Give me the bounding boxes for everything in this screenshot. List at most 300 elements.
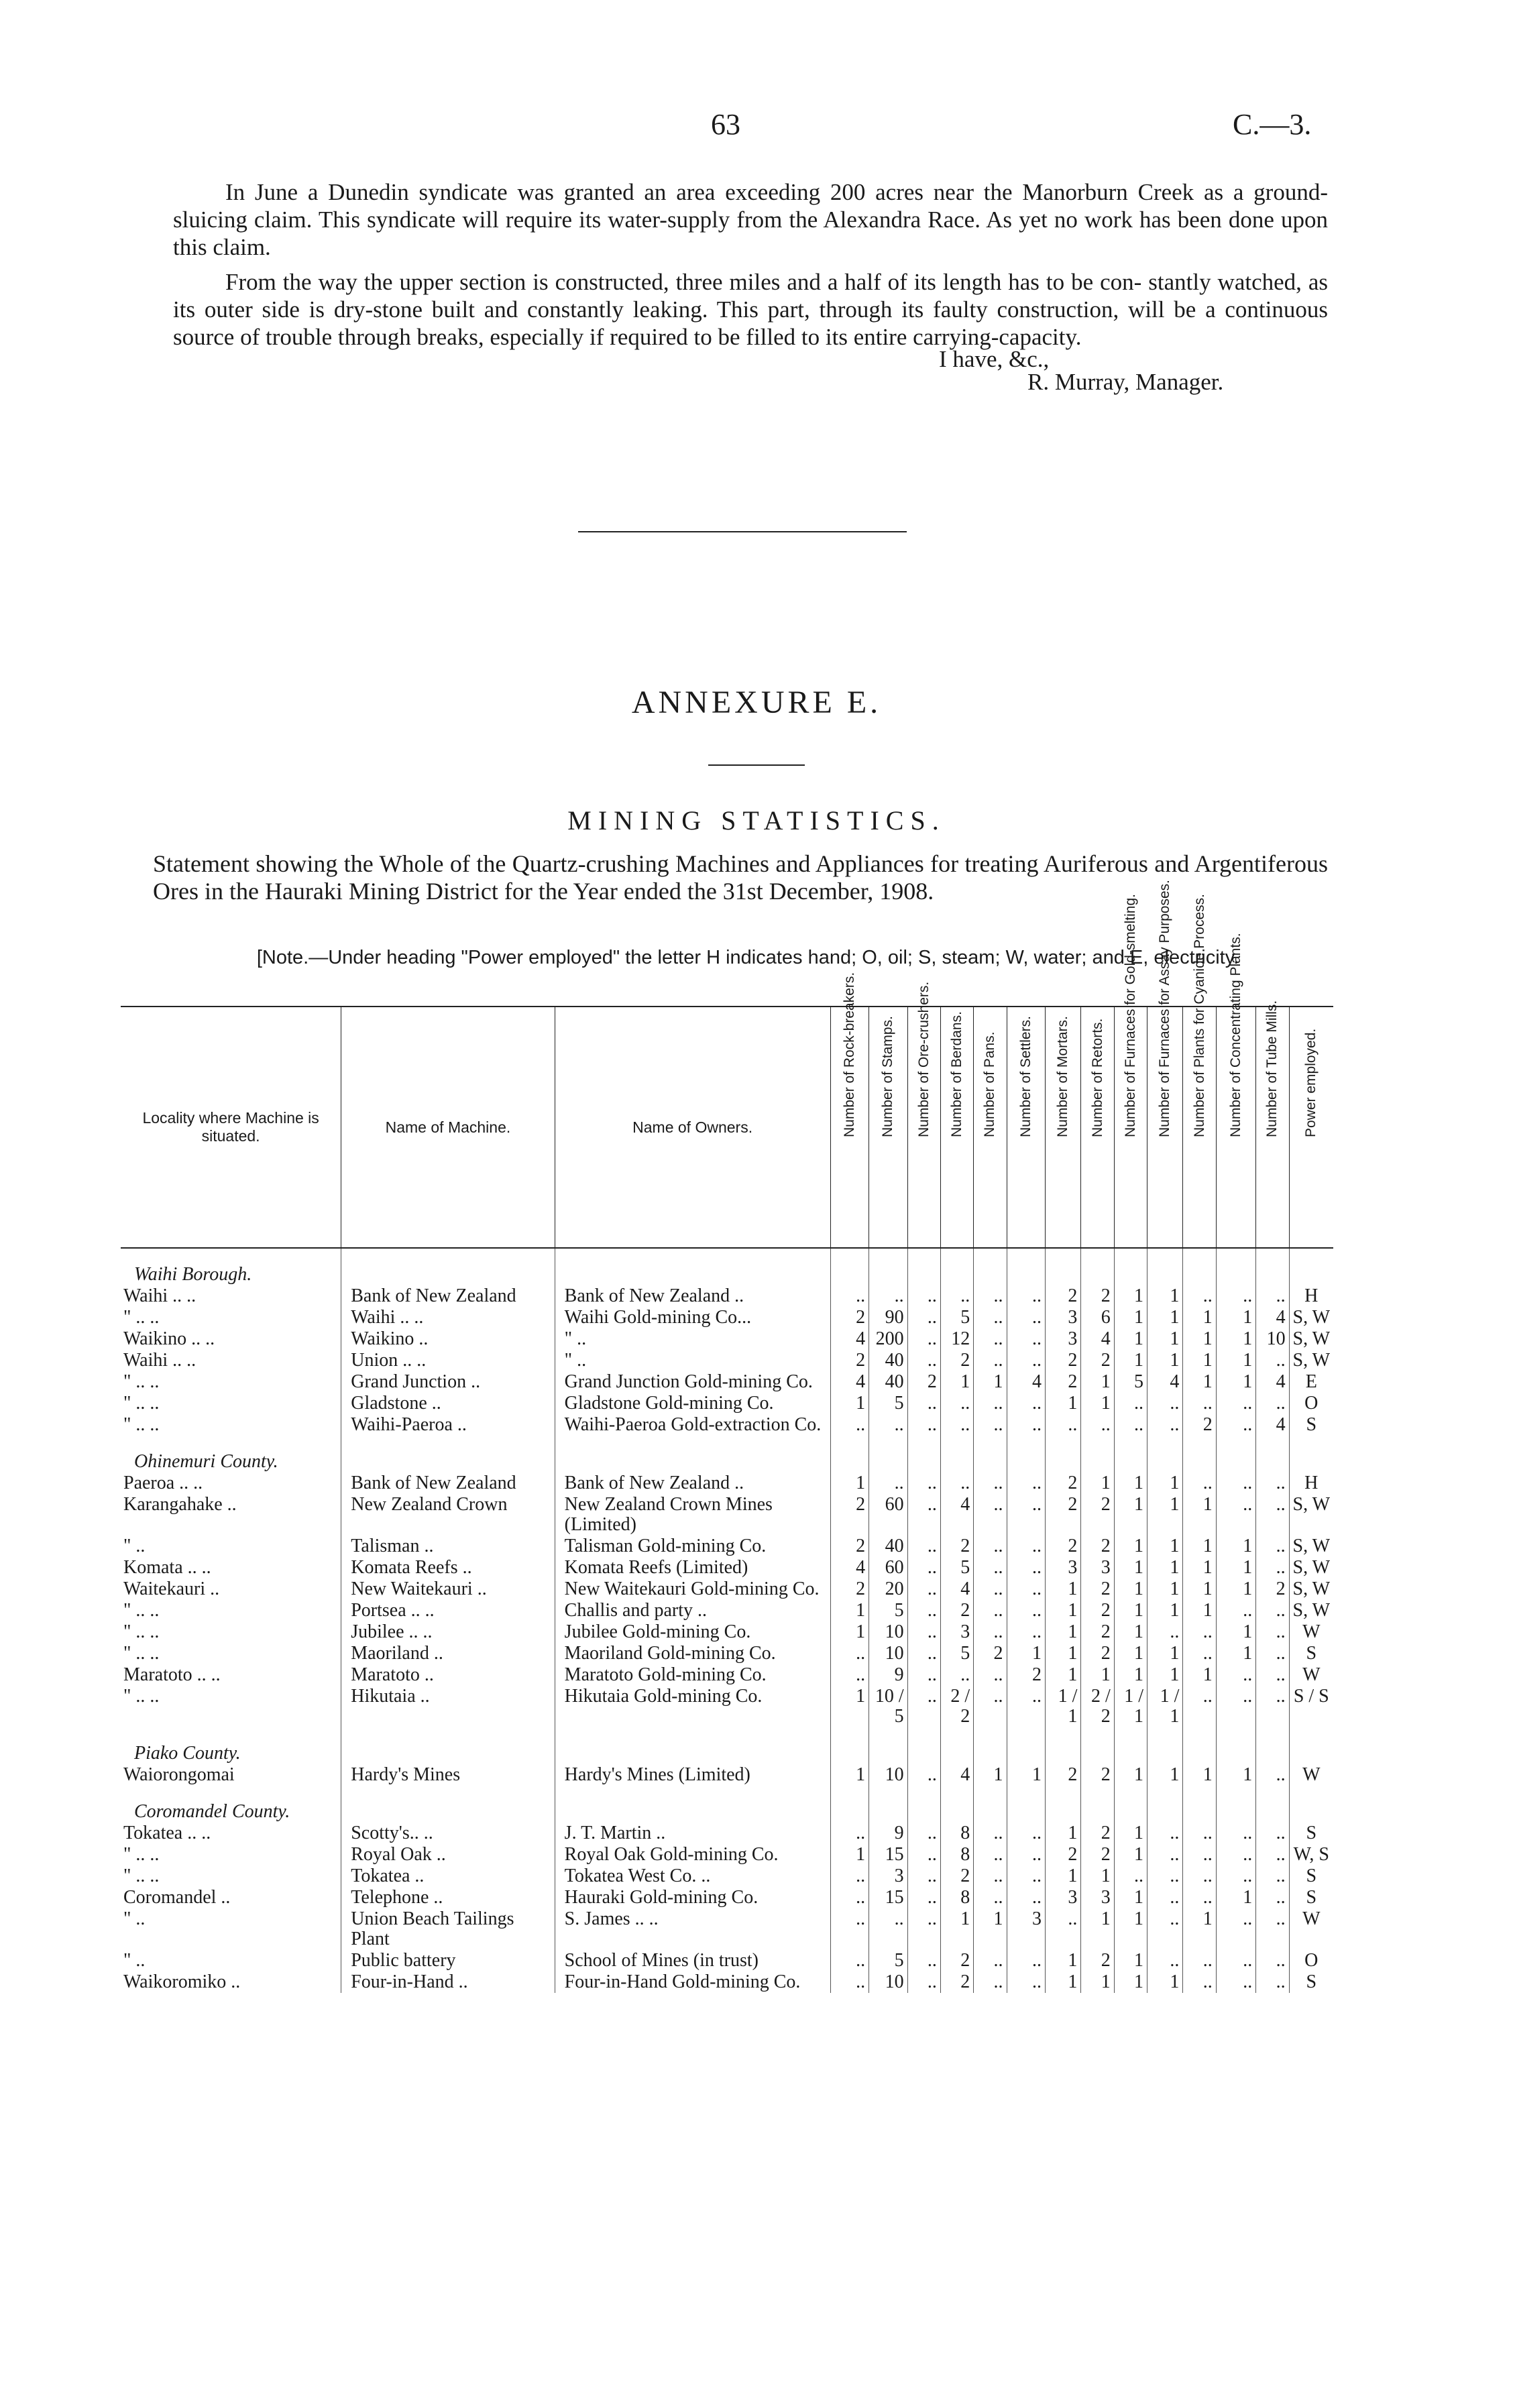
count-cell: ..: [1007, 1950, 1046, 1971]
count-cell: ..: [830, 1866, 869, 1887]
count-cell: ..: [974, 1414, 1007, 1436]
count-cell: ..: [1183, 1844, 1216, 1866]
machine-cell: Grand Junction ..: [341, 1371, 555, 1393]
count-cell: 1: [1216, 1579, 1256, 1600]
count-cell: 8: [940, 1887, 973, 1908]
count-cell: 2: [1081, 1536, 1114, 1557]
empty-cell: [907, 1786, 940, 1823]
col-ore-crushers: [907, 981, 940, 1248]
locality-cell: Waihi .. ..: [123, 1285, 197, 1306]
machine-cell: Bank of New Zealand: [341, 1473, 555, 1494]
owner-cell: J. T. Martin ..: [555, 1823, 830, 1844]
col-stamps: [869, 1007, 908, 1248]
empty-cell: [940, 1436, 973, 1473]
count-cell: 1: [1147, 1600, 1183, 1621]
count-cell: ..: [1007, 1823, 1046, 1844]
count-cell: ..: [1007, 1494, 1046, 1536]
count-cell: ..: [974, 1285, 1007, 1307]
count-cell: 1: [1114, 1621, 1147, 1643]
header-text: Power employed.: [1303, 1028, 1319, 1137]
count-cell: 1: [974, 1371, 1007, 1393]
empty-cell: [830, 1436, 869, 1473]
locality-cell: Waitekauri ..: [123, 1579, 220, 1599]
count-cell: ..: [907, 1579, 940, 1600]
owner-cell: Royal Oak Gold-mining Co.: [555, 1844, 830, 1866]
count-cell: ..: [1007, 1557, 1046, 1579]
count-cell: 2: [1046, 1494, 1081, 1536]
count-cell: 2: [907, 1371, 940, 1393]
table-row: [121, 1664, 1333, 1686]
empty-cell: [974, 1248, 1007, 1285]
table-row: [121, 1494, 1333, 1536]
count-cell: 4: [1007, 1371, 1046, 1393]
count-cell: 1: [1114, 1494, 1147, 1536]
count-cell: ..: [1007, 1414, 1046, 1436]
table-row: [121, 1686, 1333, 1727]
count-cell: ..: [1007, 1350, 1046, 1371]
machine-cell: Four-in-Hand ..: [341, 1971, 555, 1993]
count-cell: 1: [1007, 1643, 1046, 1664]
locality-cell: Maratoto .. ..: [123, 1664, 221, 1685]
empty-cell: [1147, 1727, 1183, 1764]
power-cell: H: [1289, 1285, 1333, 1307]
empty-cell: [1147, 1786, 1183, 1823]
empty-cell: [1007, 1436, 1046, 1473]
count-cell: ..: [907, 1600, 940, 1621]
count-cell: 1: [1046, 1579, 1081, 1600]
col-mortars: [1046, 1007, 1081, 1248]
count-cell: 1: [1147, 1494, 1183, 1536]
count-cell: ..: [1114, 1393, 1147, 1414]
owner-cell: Tokatea West Co. ..: [555, 1866, 830, 1887]
count-cell: 1: [1183, 1908, 1216, 1950]
empty-cell: [940, 1248, 973, 1285]
section-heading-row: [121, 1786, 1333, 1823]
count-cell: ..: [1216, 1600, 1256, 1621]
count-cell: ..: [907, 1307, 940, 1328]
empty-cell: [974, 1436, 1007, 1473]
power-cell: W, S: [1289, 1844, 1333, 1866]
header-text: Number of Berdans.: [949, 1011, 965, 1137]
count-cell: ..: [907, 1393, 940, 1414]
col-concentrating-plants: [1216, 933, 1256, 1248]
count-cell: 2: [1046, 1350, 1081, 1371]
count-cell: 3: [1081, 1887, 1114, 1908]
divider: [578, 531, 907, 532]
locality-cell: " .. ..: [123, 1307, 160, 1328]
count-cell: ..: [1147, 1908, 1183, 1950]
power-cell: S, W: [1289, 1536, 1333, 1557]
power-cell: S: [1289, 1887, 1333, 1908]
owner-cell: " ..: [555, 1328, 830, 1350]
count-cell: 1: [1081, 1971, 1114, 1993]
owner-cell: Talisman Gold-mining Co.: [555, 1536, 830, 1557]
machine-cell: Scotty's.. ..: [341, 1823, 555, 1844]
count-cell: ..: [1216, 1866, 1256, 1887]
empty-cell: [1114, 1248, 1147, 1285]
count-cell: 1: [830, 1621, 869, 1643]
count-cell: ..: [974, 1887, 1007, 1908]
count-cell: 1: [1046, 1600, 1081, 1621]
table-row: [121, 1579, 1333, 1600]
count-cell: ..: [974, 1393, 1007, 1414]
count-cell: 2: [1256, 1579, 1289, 1600]
empty-cell: [1147, 1248, 1183, 1285]
count-cell: 90: [869, 1307, 908, 1328]
header-text: Number of Tube Mills.: [1264, 1000, 1280, 1137]
table-row: [121, 1643, 1333, 1664]
empty-cell: [1216, 1436, 1256, 1473]
count-cell: ..: [1114, 1414, 1147, 1436]
count-cell: ..: [1256, 1971, 1289, 1993]
count-cell: 1: [1147, 1536, 1183, 1557]
count-cell: 2: [940, 1350, 973, 1371]
power-cell: H: [1289, 1473, 1333, 1494]
empty-cell: [555, 1248, 830, 1285]
count-cell: ..: [907, 1350, 940, 1371]
col-settlers: [1007, 1007, 1046, 1248]
empty-cell: [1289, 1727, 1333, 1764]
machine-cell: Waihi-Paeroa ..: [341, 1414, 555, 1436]
count-cell: 12: [940, 1328, 973, 1350]
count-cell: 1: [1183, 1307, 1216, 1328]
empty-cell: [341, 1727, 555, 1764]
count-cell: 1: [1183, 1579, 1216, 1600]
count-cell: ..: [1007, 1536, 1046, 1557]
count-cell: ..: [1183, 1621, 1216, 1643]
empty-cell: [555, 1786, 830, 1823]
count-cell: 3: [1046, 1887, 1081, 1908]
col-owners: Name of Owners.: [555, 1007, 830, 1248]
count-cell: 1: [1114, 1844, 1147, 1866]
count-cell: 1 / 1: [1147, 1686, 1183, 1727]
header-text: Number of Concentrating Plants.: [1228, 933, 1243, 1137]
count-cell: ..: [1007, 1844, 1046, 1866]
count-cell: 60: [869, 1494, 908, 1536]
table-row: [121, 1823, 1333, 1844]
section-heading-row: [121, 1436, 1333, 1473]
count-cell: 1: [1114, 1579, 1147, 1600]
owner-cell: Bank of New Zealand ..: [555, 1473, 830, 1494]
count-cell: 4: [1147, 1371, 1183, 1393]
text-line: From the way the upper section is constructed, three miles and a half of its length has to be con-: [225, 269, 1142, 295]
count-cell: ..: [907, 1866, 940, 1887]
count-cell: ..: [1147, 1414, 1183, 1436]
locality-cell: " .. ..: [123, 1866, 160, 1886]
count-cell: 1: [1114, 1350, 1147, 1371]
count-cell: 15: [869, 1887, 908, 1908]
count-cell: ..: [1007, 1887, 1046, 1908]
owner-cell: Komata Reefs (Limited): [555, 1557, 830, 1579]
count-cell: ..: [1216, 1823, 1256, 1844]
count-cell: ..: [1007, 1307, 1046, 1328]
empty-cell: [1114, 1786, 1147, 1823]
count-cell: 8: [940, 1844, 973, 1866]
count-cell: 4: [1081, 1328, 1114, 1350]
count-cell: ..: [1147, 1393, 1183, 1414]
count-cell: ..: [1256, 1393, 1289, 1414]
owner-cell: Hikutaia Gold-mining Co.: [555, 1686, 830, 1727]
count-cell: ..: [1256, 1686, 1289, 1727]
section-heading-row: [121, 1248, 1333, 1285]
power-cell: S: [1289, 1823, 1333, 1844]
count-cell: 5: [869, 1393, 908, 1414]
machine-cell: Tokatea ..: [341, 1866, 555, 1887]
count-cell: 1: [830, 1600, 869, 1621]
table-row: [121, 1371, 1333, 1393]
col-furnaces-assay: [1147, 880, 1183, 1248]
count-cell: 5: [869, 1600, 908, 1621]
count-cell: 1: [1114, 1664, 1147, 1686]
section-heading: Piako County.: [134, 1743, 241, 1764]
count-cell: ..: [1256, 1950, 1289, 1971]
locality-cell: " .. ..: [123, 1643, 160, 1664]
count-cell: 2: [974, 1643, 1007, 1664]
locality-cell: Waihi .. ..: [123, 1350, 197, 1371]
count-cell: ..: [830, 1950, 869, 1971]
count-cell: 1: [1183, 1328, 1216, 1350]
count-cell: 1: [1046, 1971, 1081, 1993]
count-cell: 1: [1114, 1600, 1147, 1621]
header-text: Number of Rock-breakers.: [841, 972, 857, 1137]
empty-cell: [555, 1436, 830, 1473]
count-cell: 1: [1216, 1764, 1256, 1786]
count-cell: ..: [974, 1494, 1007, 1536]
empty-cell: [869, 1248, 908, 1285]
count-cell: 2: [1183, 1414, 1216, 1436]
count-cell: ..: [869, 1285, 908, 1307]
empty-cell: [1081, 1248, 1114, 1285]
count-cell: 2: [1081, 1600, 1114, 1621]
count-cell: ..: [907, 1536, 940, 1557]
count-cell: 9: [869, 1823, 908, 1844]
col-cyanide-plants: [1183, 894, 1216, 1248]
empty-cell: [1114, 1727, 1147, 1764]
count-cell: ..: [1256, 1536, 1289, 1557]
power-cell: O: [1289, 1950, 1333, 1971]
count-cell: 1: [1114, 1328, 1147, 1350]
empty-cell: [974, 1727, 1007, 1764]
count-cell: ..: [1256, 1643, 1289, 1664]
power-cell: W: [1289, 1621, 1333, 1643]
table-row: [121, 1473, 1333, 1494]
machine-cell: Jubilee .. ..: [341, 1621, 555, 1643]
count-cell: 1: [1147, 1350, 1183, 1371]
count-cell: 1: [1046, 1643, 1081, 1664]
locality-cell: " .. ..: [123, 1686, 160, 1707]
count-cell: 15: [869, 1844, 908, 1866]
machine-cell: Royal Oak ..: [341, 1844, 555, 1866]
table-row: [121, 1285, 1333, 1307]
count-cell: ..: [907, 1643, 940, 1664]
table-header-row: [121, 1007, 1333, 1248]
count-cell: ..: [974, 1621, 1007, 1643]
owner-cell: Hardy's Mines (Limited): [555, 1764, 830, 1786]
count-cell: 1: [1046, 1621, 1081, 1643]
empty-cell: [940, 1727, 973, 1764]
machine-cell: Waikino ..: [341, 1328, 555, 1350]
count-cell: 2: [1081, 1950, 1114, 1971]
count-cell: 8: [940, 1823, 973, 1844]
count-cell: 10: [869, 1971, 908, 1993]
count-cell: 5: [940, 1307, 973, 1328]
count-cell: 1: [1114, 1971, 1147, 1993]
count-cell: ..: [1007, 1686, 1046, 1727]
count-cell: 1: [1114, 1887, 1147, 1908]
count-cell: ..: [1183, 1887, 1216, 1908]
count-cell: 1: [1046, 1950, 1081, 1971]
count-cell: 1: [1081, 1473, 1114, 1494]
empty-cell: [1256, 1248, 1289, 1285]
count-cell: ..: [974, 1950, 1007, 1971]
owner-cell: School of Mines (in trust): [555, 1950, 830, 1971]
count-cell: ..: [907, 1764, 940, 1786]
count-cell: ..: [1147, 1823, 1183, 1844]
count-cell: ..: [1007, 1473, 1046, 1494]
power-cell: W: [1289, 1764, 1333, 1786]
count-cell: 5: [1114, 1371, 1147, 1393]
count-cell: 1: [1183, 1600, 1216, 1621]
count-cell: ..: [974, 1557, 1007, 1579]
count-cell: ..: [1046, 1414, 1081, 1436]
count-cell: ..: [907, 1557, 940, 1579]
empty-cell: [1216, 1248, 1256, 1285]
machine-cell: Waihi .. ..: [341, 1307, 555, 1328]
intro-paragraph-2: [173, 268, 1328, 351]
power-cell: O: [1289, 1393, 1333, 1414]
count-cell: 2: [1046, 1473, 1081, 1494]
count-cell: ..: [1256, 1887, 1289, 1908]
count-cell: ..: [907, 1664, 940, 1686]
count-cell: ..: [974, 1579, 1007, 1600]
machine-cell: Komata Reefs ..: [341, 1557, 555, 1579]
empty-cell: [1216, 1727, 1256, 1764]
section-title: MINING STATISTICS.: [567, 805, 946, 836]
section-heading-row: [121, 1727, 1333, 1764]
count-cell: ..: [830, 1823, 869, 1844]
col-locality: Locality where Machine is situated.: [121, 1007, 341, 1248]
count-cell: ..: [907, 1494, 940, 1536]
count-cell: 2: [1081, 1643, 1114, 1664]
table-row: [121, 1536, 1333, 1557]
count-cell: 1: [1183, 1664, 1216, 1686]
section-heading: Waihi Borough.: [134, 1264, 252, 1285]
text-line: Race. As yet no work has been done upon this claim.: [173, 207, 1329, 260]
table-row: [121, 1908, 1333, 1950]
locality-cell: " .. ..: [123, 1621, 160, 1642]
count-cell: 2: [940, 1600, 973, 1621]
col-furnaces-smelting: [1114, 894, 1147, 1248]
count-cell: 10 / 5: [869, 1686, 908, 1727]
section-heading: Ohinemuri County.: [134, 1451, 278, 1472]
power-cell: S: [1289, 1643, 1333, 1664]
empty-cell: [1147, 1436, 1183, 1473]
count-cell: 1: [830, 1473, 869, 1494]
table-row: [121, 1866, 1333, 1887]
count-cell: 1: [1114, 1473, 1147, 1494]
count-cell: ..: [1081, 1414, 1114, 1436]
count-cell: 3: [1046, 1307, 1081, 1328]
empty-cell: [555, 1727, 830, 1764]
table-row: [121, 1393, 1333, 1414]
count-cell: ..: [830, 1664, 869, 1686]
count-cell: 2: [1081, 1285, 1114, 1307]
count-cell: 2: [940, 1950, 973, 1971]
empty-cell: [1114, 1436, 1147, 1473]
empty-cell: [1046, 1248, 1081, 1285]
count-cell: 1 / 1: [1114, 1686, 1147, 1727]
empty-cell: [1183, 1727, 1216, 1764]
count-cell: 1: [1183, 1764, 1216, 1786]
count-cell: 1: [1216, 1536, 1256, 1557]
count-cell: 2: [1081, 1579, 1114, 1600]
owner-cell: Challis and party ..: [555, 1600, 830, 1621]
document-code: C.—3.: [1233, 108, 1312, 141]
owner-cell: Four-in-Hand Gold-mining Co.: [555, 1971, 830, 1993]
count-cell: 3: [1046, 1328, 1081, 1350]
count-cell: 3: [869, 1866, 908, 1887]
count-cell: ..: [1183, 1285, 1216, 1307]
text-line: Creek as a ground-sluicing claim. This syndicate will require its water-supply from the Alexandra: [173, 179, 1328, 233]
count-cell: ..: [974, 1686, 1007, 1727]
count-cell: 1: [1183, 1350, 1216, 1371]
empty-cell: [1046, 1436, 1081, 1473]
empty-cell: [907, 1727, 940, 1764]
empty-cell: [341, 1248, 555, 1285]
count-cell: ..: [1183, 1971, 1216, 1993]
count-cell: ..: [1147, 1950, 1183, 1971]
count-cell: 1: [1114, 1643, 1147, 1664]
count-cell: 2: [1081, 1764, 1114, 1786]
table-row: [121, 1350, 1333, 1371]
count-cell: 40: [869, 1350, 908, 1371]
owner-cell: Waihi-Paeroa Gold-extraction Co.: [555, 1414, 830, 1436]
owner-cell: Waihi Gold-mining Co...: [555, 1307, 830, 1328]
col-tube-mills: [1256, 1000, 1289, 1248]
empty-cell: [1289, 1436, 1333, 1473]
count-cell: ..: [1147, 1887, 1183, 1908]
count-cell: 1: [940, 1908, 973, 1950]
count-cell: 2 / 2: [1081, 1686, 1114, 1727]
count-cell: ..: [1183, 1473, 1216, 1494]
power-cell: S, W: [1289, 1494, 1333, 1536]
count-cell: ..: [1007, 1621, 1046, 1643]
header-text: Number of Retorts.: [1089, 1018, 1105, 1137]
count-cell: 9: [869, 1664, 908, 1686]
count-cell: ..: [974, 1536, 1007, 1557]
empty-cell: [830, 1248, 869, 1285]
count-cell: ..: [1007, 1579, 1046, 1600]
count-cell: 2: [1081, 1844, 1114, 1866]
count-cell: 1: [1183, 1371, 1216, 1393]
count-cell: 2 / 2: [940, 1686, 973, 1727]
count-cell: 4: [830, 1371, 869, 1393]
locality-cell: " ..: [123, 1908, 146, 1929]
owner-cell: Gladstone Gold-mining Co.: [555, 1393, 830, 1414]
count-cell: ..: [1183, 1823, 1216, 1844]
owner-cell: " ..: [555, 1350, 830, 1371]
machine-cell: New Zealand Crown: [341, 1494, 555, 1536]
count-cell: 2: [940, 1536, 973, 1557]
count-cell: ..: [1256, 1764, 1289, 1786]
count-cell: ..: [830, 1908, 869, 1950]
locality-cell: Waikino .. ..: [123, 1328, 215, 1349]
count-cell: 2: [1046, 1844, 1081, 1866]
count-cell: ..: [1183, 1393, 1216, 1414]
machine-cell: Talisman ..: [341, 1536, 555, 1557]
count-cell: ..: [1007, 1600, 1046, 1621]
locality-cell: Karangahake ..: [123, 1494, 237, 1515]
